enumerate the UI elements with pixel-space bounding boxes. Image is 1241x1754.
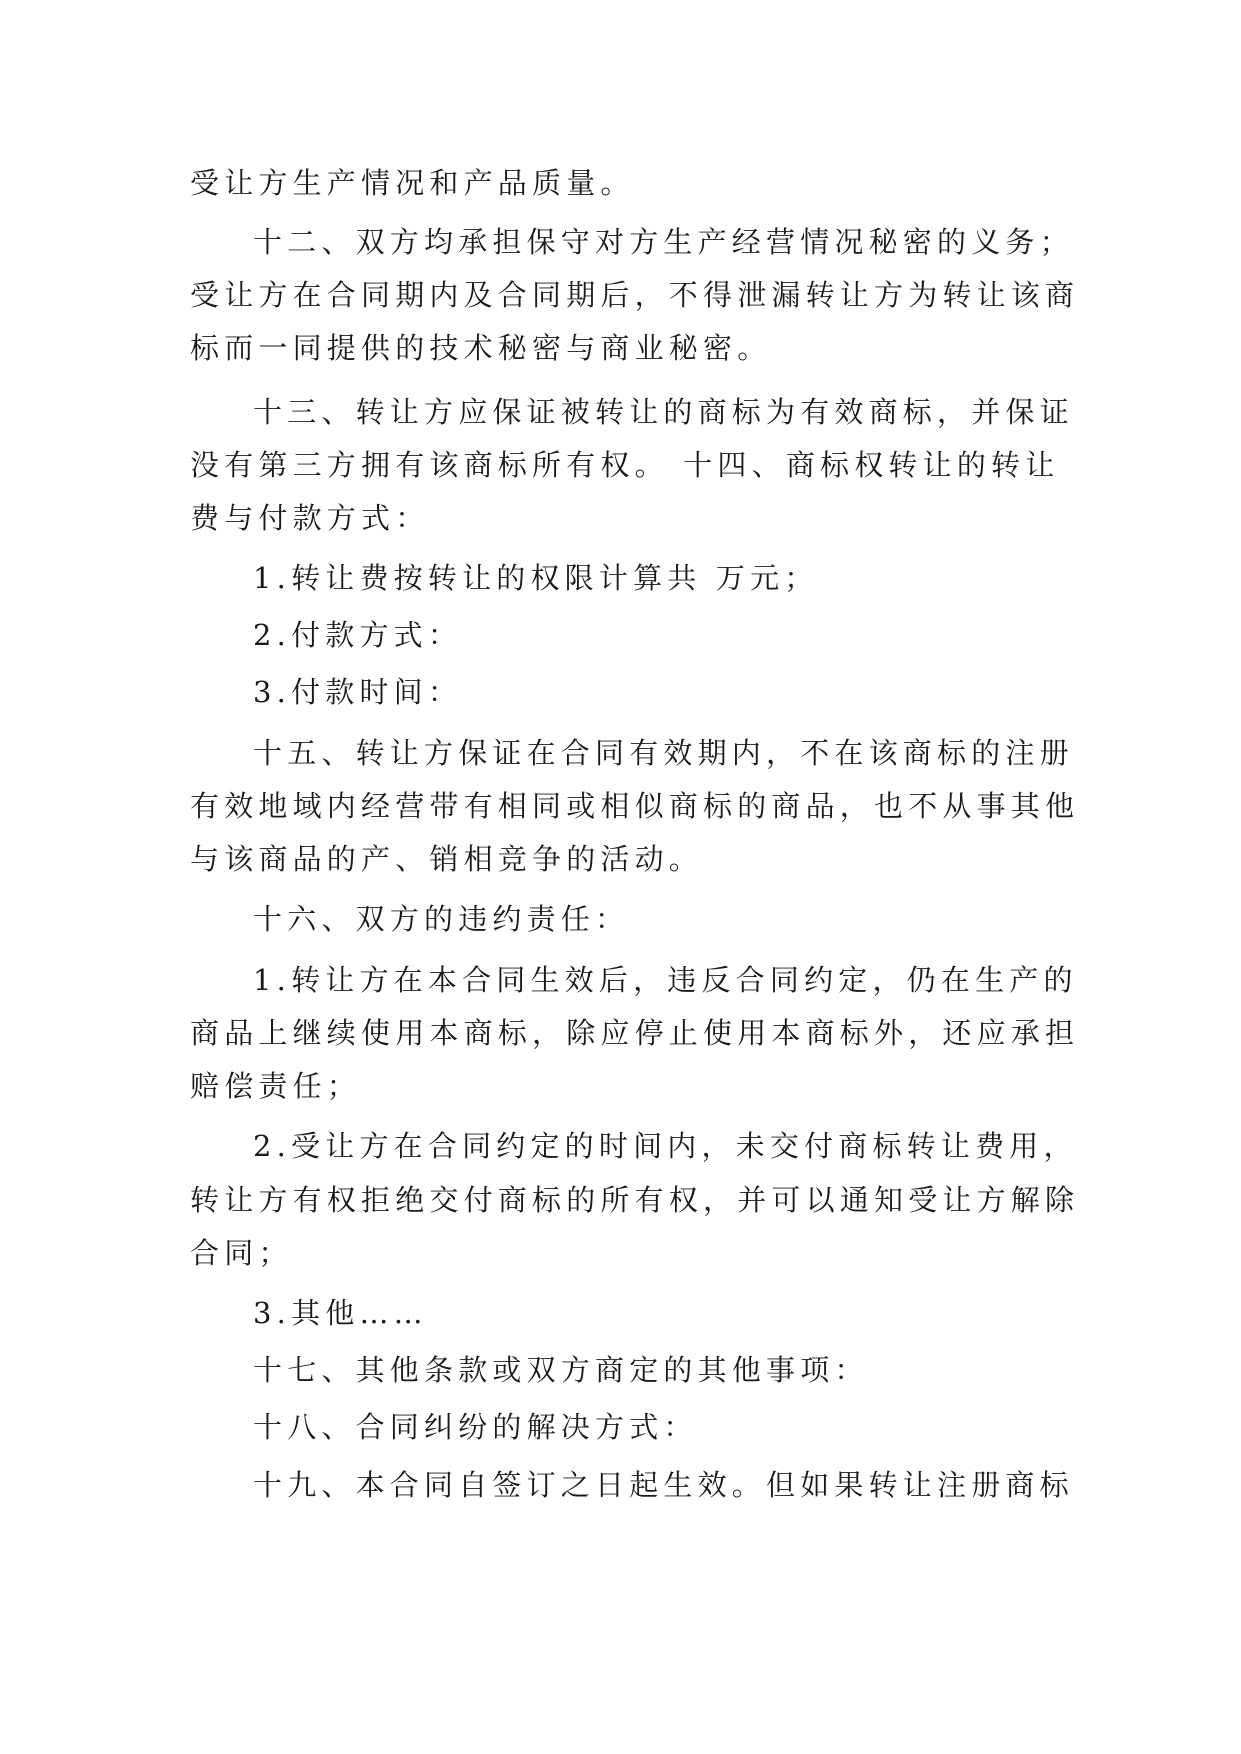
text-line: 受让方生产情况和产品质量。 xyxy=(190,166,635,200)
text-line: 2.付款方式： xyxy=(253,618,463,652)
text-line: 与该商品的产、销相竞争的活动。 xyxy=(190,842,704,876)
text-line: 3.其他…… xyxy=(253,1296,428,1330)
text-line: 1.转让费按转让的权限计算共 万元； xyxy=(253,561,819,595)
text-line: 费与付款方式： xyxy=(190,501,430,535)
text-line: 十九、本合同自签订之日起生效。但如果转让注册商标 xyxy=(253,1468,1074,1502)
text-line: 1.转让方在本合同生效后，违反合同约定，仍在生产的 xyxy=(253,963,1078,997)
text-line: 有效地域内经营带有相同或相似商标的商品，也不从事其他 xyxy=(190,789,1080,823)
text-line: 合同； xyxy=(190,1236,293,1270)
text-line: 赔偿责任； xyxy=(190,1069,362,1103)
text-line: 没有第三方拥有该商标所有权。 十四、商标权转让的转让 xyxy=(190,448,1060,482)
text-line: 十五、转让方保证在合同有效期内，不在该商标的注册 xyxy=(253,736,1074,770)
text-line: 3.付款时间： xyxy=(253,675,463,709)
text-line: 十七、其他条款或双方商定的其他事项： xyxy=(253,1353,869,1387)
text-line: 十八、合同纠纷的解决方式： xyxy=(253,1410,698,1444)
text-line: 十六、双方的违约责任： xyxy=(253,902,630,936)
text-line: 十二、双方均承担保守对方生产经营情况秘密的义务； xyxy=(253,225,1074,259)
text-line: 受让方在合同期内及合同期后，不得泄漏转让方为转让该商 xyxy=(190,278,1080,312)
text-line: 转让方有权拒绝交付商标的所有权，并可以通知受让方解除 xyxy=(190,1183,1080,1217)
text-line: 标而一同提供的技术秘密与商业秘密。 xyxy=(190,331,772,365)
text-line: 十三、转让方应保证被转让的商标为有效商标，并保证 xyxy=(253,395,1074,429)
text-line: 商品上继续使用本商标，除应停止使用本商标外，还应承担 xyxy=(190,1016,1080,1050)
text-line: 2.受让方在合同约定的时间内，未交付商标转让费用， xyxy=(253,1129,1078,1163)
